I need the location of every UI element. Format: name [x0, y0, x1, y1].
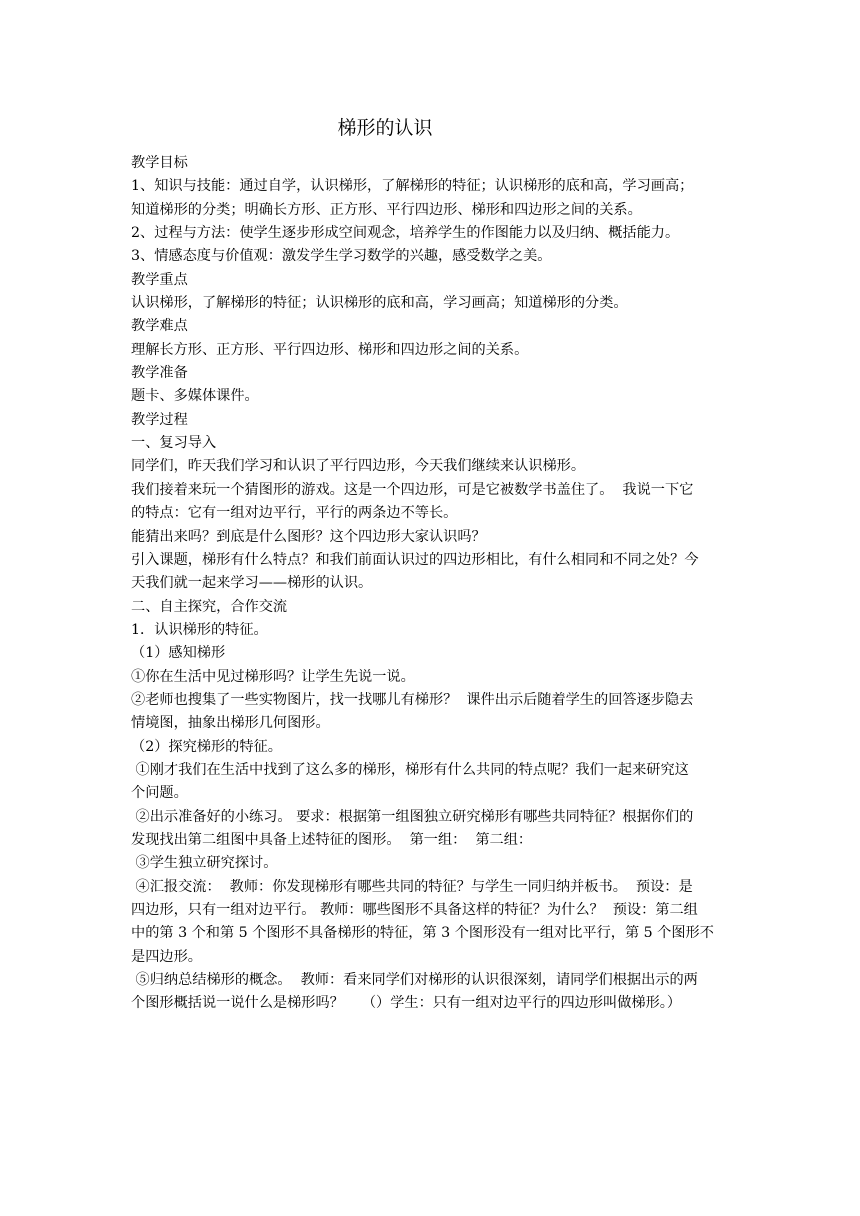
text-line: 中的第 3 个和第 5 个图形不具备梯形的特征，第 3 个图形没有一组对比平行，第 5 个图形不	[131, 925, 714, 942]
text-line: 四边形，只有一组对边平行。 教师：哪些图形不具备这样的特征？为什么？ 预设：第二组	[131, 902, 698, 918]
text-line: 发现找出第二组图中具备上述特征的图形。 第一组： 第二组：	[131, 831, 533, 848]
text-line: 个图形概括说一说什么是梯形吗？ （）学生：只有一组对边平行的四边形叫做梯形。）	[131, 995, 682, 1012]
text-line: 2、过程与方法：使学生逐步形成空间观念，培养学生的作图能力以及归纳、概括能力。	[131, 225, 680, 242]
text-line: 同学们，昨天我们学习和认识了平行四边形，今天我们继续来认识梯形。	[131, 458, 586, 475]
text-line: ③学生独立研究探讨。	[131, 855, 278, 872]
text-line: （2）探究梯形的特征。	[131, 738, 282, 755]
text-line: 理解长方形、正方形、平行四边形、梯形和四边形之间的关系。	[131, 341, 529, 358]
text-line: 题卡、多媒体课件。	[131, 388, 259, 405]
text-line: 二、自主探究，合作交流	[131, 598, 288, 615]
text-line: 个问题。	[131, 785, 188, 802]
text-line: 3、情感态度与价值观：激发学生学习数学的兴趣，感受数学之美。	[131, 248, 552, 265]
text-line: 教学准备	[131, 365, 188, 382]
text-line: 情境图，抽象出梯形几何图形。	[131, 715, 330, 732]
document-title: 梯形的认识	[337, 117, 433, 139]
text-line: （1）感知梯形	[131, 645, 226, 662]
text-line: 1、知识与技能：通过自学，认识梯形，了解梯形的特征；认识梯形的底和高，学习画高；	[131, 178, 694, 195]
text-line: 引入课题，梯形有什么特点？和我们前面认识过的四边形相比，有什么相同和不同之处？今	[131, 551, 699, 568]
text-line: 知道梯形的分类；明确长方形、正方形、平行四边形、梯形和四边形之间的关系。	[131, 201, 642, 218]
text-line: 是四边形。	[131, 948, 202, 965]
text-line: ②出示准备好的小练习。 要求：根据第一组图独立研究梯形有哪些共同特征？根据你们的	[131, 808, 694, 825]
text-line: 能猜出来吗？到底是什么图形？这个四边形大家认识吗？	[131, 528, 486, 545]
text-line: 教学重点	[131, 271, 188, 288]
text-line: 的特点：它有一组对边平行，平行的两条边不等长。	[131, 505, 458, 522]
text-line: ②老师也搜集了一些实物图片，找一找哪儿有梯形？ 课件出示后随着学生的回答逐步隐去	[131, 691, 694, 708]
text-line: 认识梯形，了解梯形的特征；认识梯形的底和高，学习画高；知道梯形的分类。	[131, 295, 628, 312]
text-line: ①你在生活中见过梯形吗？让学生先说一说。	[131, 668, 415, 685]
text-line: 1．认识梯形的特征。	[131, 621, 268, 638]
text-line: ④汇报交流： 教师：你发现梯形有哪些共同的特征？与学生一同归纳并板书。 预设：是	[131, 878, 693, 895]
text-line: 天我们就一起来学习——梯形的认识。	[131, 575, 373, 592]
text-line: 教学难点	[131, 318, 188, 335]
text-line: 我们接着来玩一个猜图形的游戏。这是一个四边形，可是它被数学书盖住了。 我说一下它	[131, 481, 694, 498]
document-body	[131, 152, 734, 1016]
text-line: 一、复习导入	[131, 435, 217, 452]
text-line: 教学过程	[131, 411, 188, 428]
text-line: ①刚才我们在生活中找到了这么多的梯形，梯形有什么共同的特点呢？我们一起来研究这	[131, 761, 689, 778]
text-line: ⑤归纳总结梯形的概念。 教师：看来同学们对梯形的认识很深刻，请同学们根据出示的两	[131, 972, 698, 989]
text-line: 教学目标	[131, 155, 188, 171]
